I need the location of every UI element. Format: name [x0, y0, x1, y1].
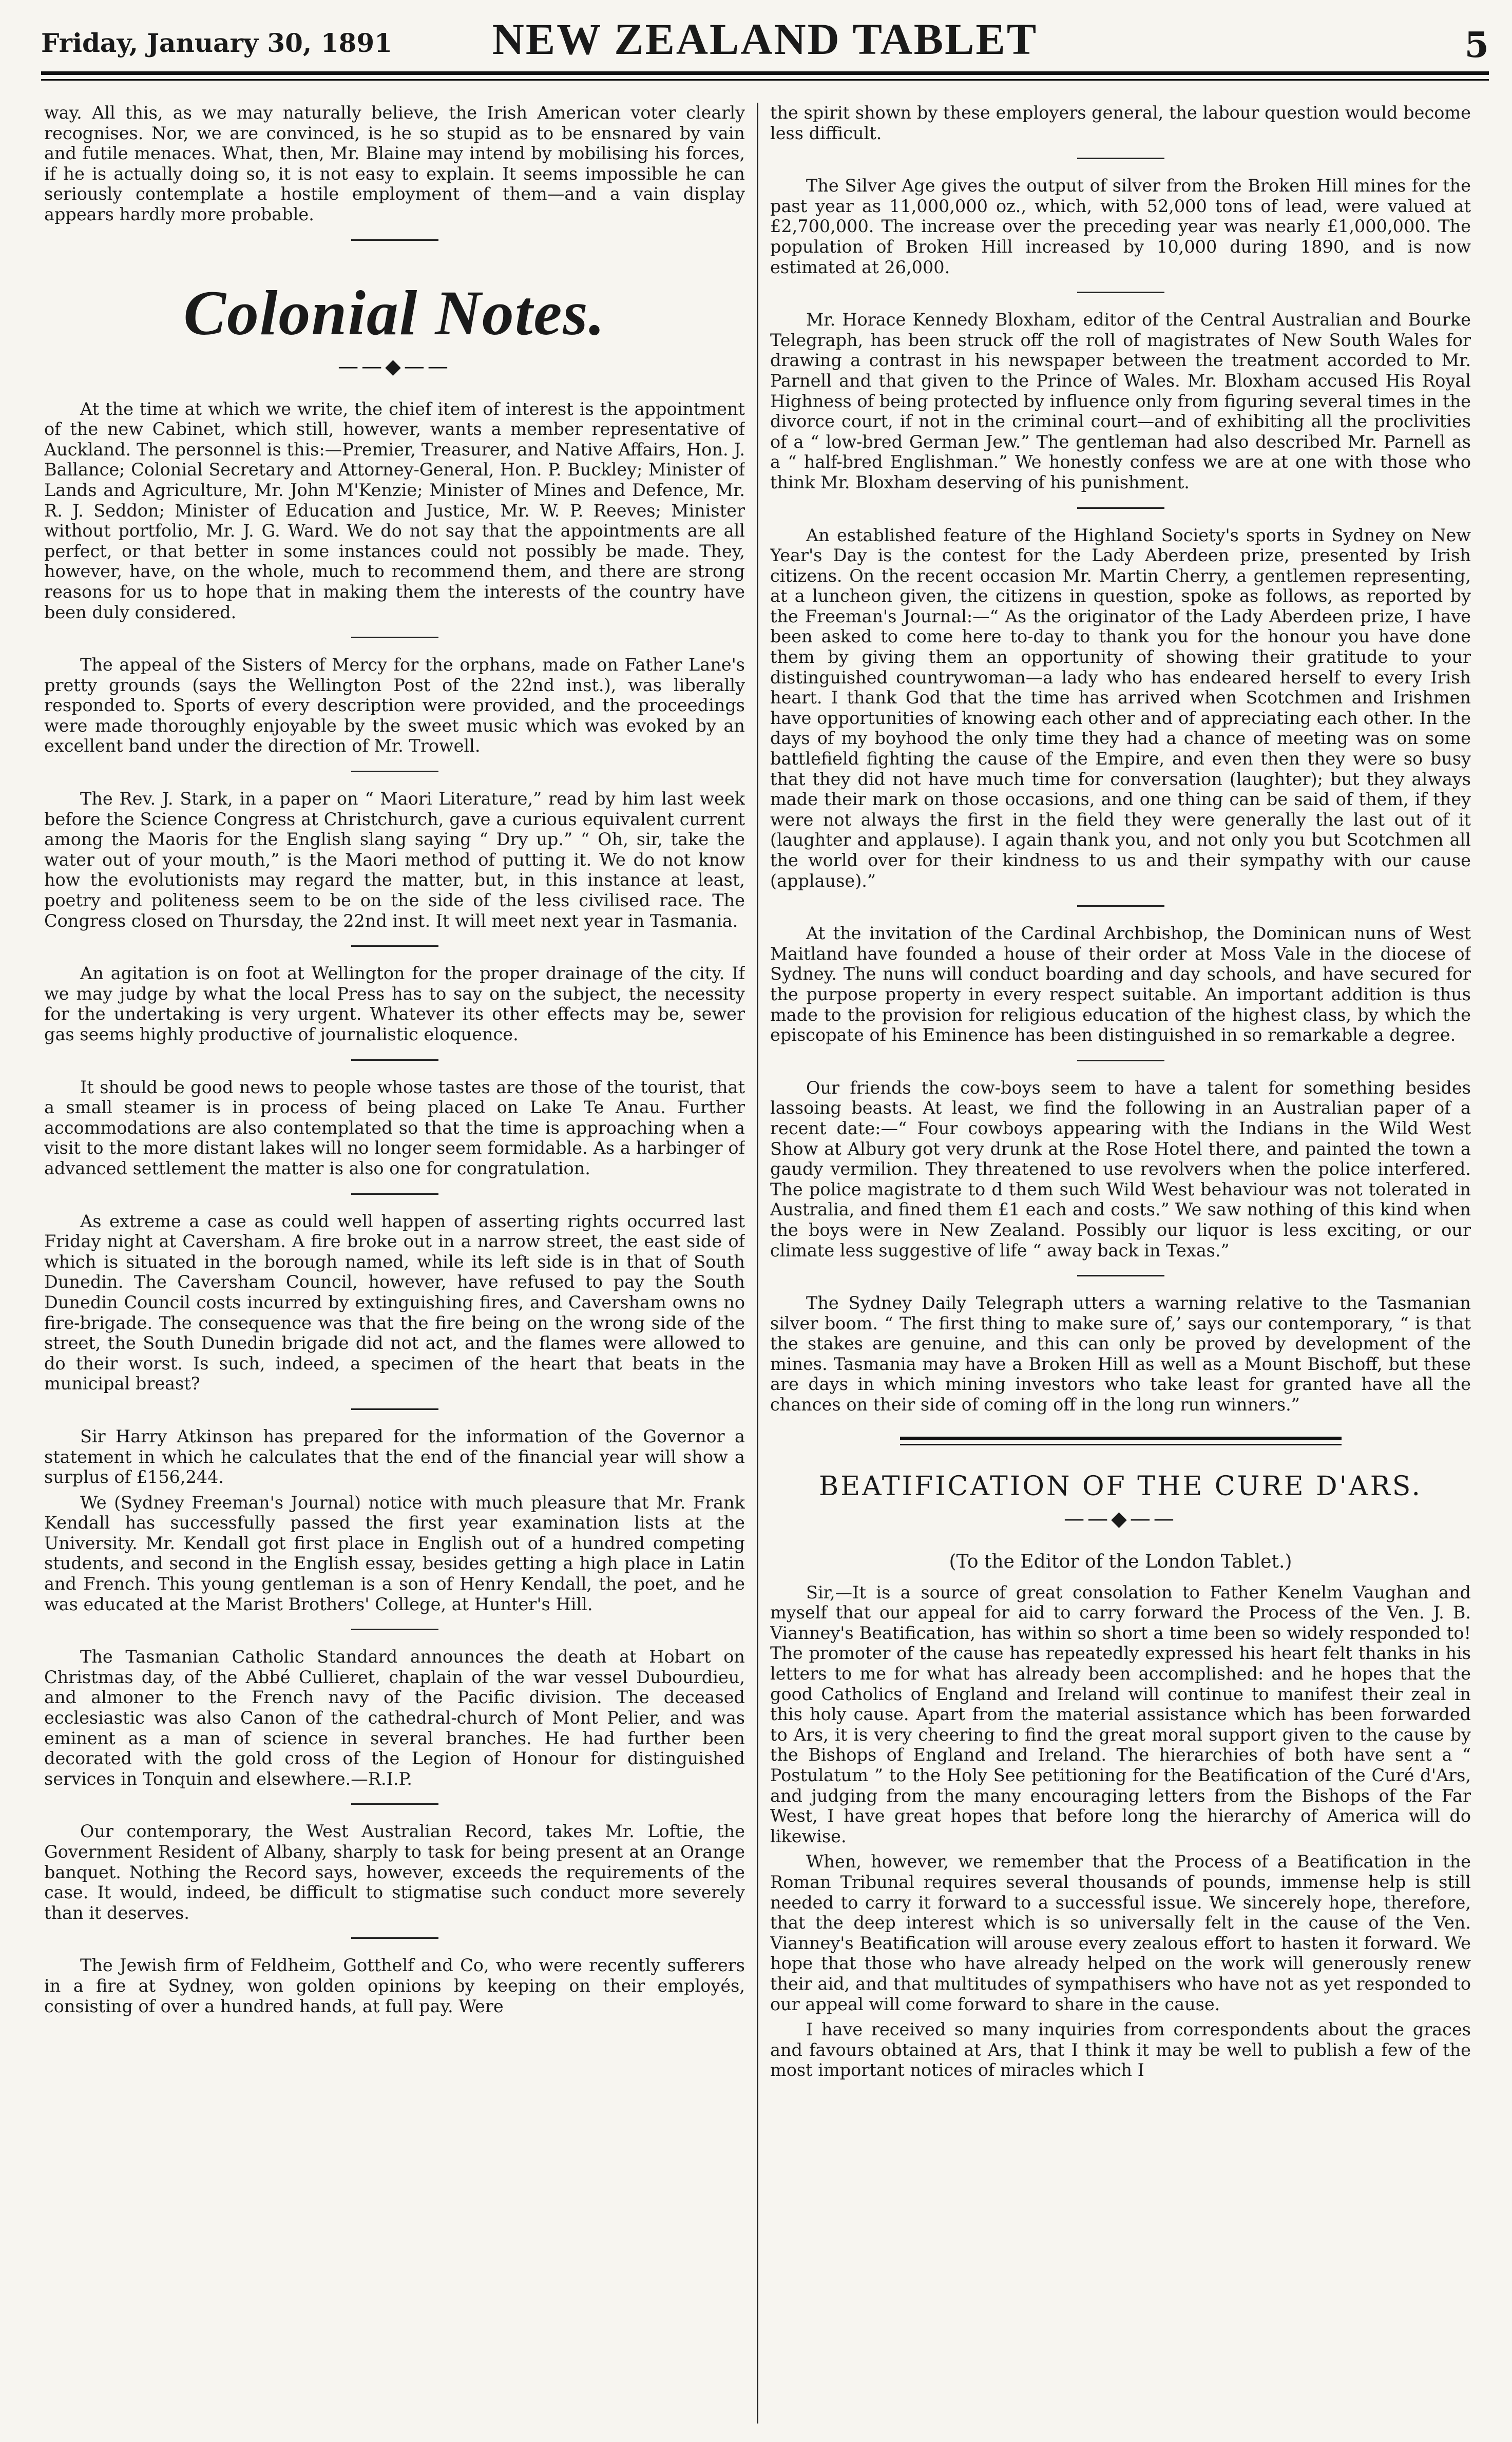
- continued-item-text: the spirit shown by these employers general, the labour question would become less difficult.: [770, 103, 1471, 143]
- letter-address: (To the Editor of the London Tablet.): [949, 1551, 1292, 1572]
- news-item: Mr. Horace Kennedy Bloxham, editor of the Central Australian and Bourke Telegraph, has been struck off the roll of magistrates of New South Wales for drawing a contrast in his newspaper between the treatment accorded to Mr. Parnell and that given to the Prince of Wales. Mr. Bloxham accused His Royal Highness of being protected by influence only from figuring several times in the divorce court, if not in the criminal court—and of exhibiting all the proclivities of a “ low-bred German Jew.” The gentleman had also described Mr. Parnell as a “ half-bred Englishman.” We honestly confess we are at one with those who think Mr. Bloxham deserving of his punishment.: [770, 310, 1471, 492]
- news-item: At the time at which we write, the chief item of interest is the appointment of the new Cabinet, which still, however, wants a member representative of Auckland. The personnel is this:—Premier, Treasurer, and Native Affairs, Hon. J. Ballance; Colonial Secretary and Attorney-General, Hon. P. Buckley; Minister of Lands and Agriculture, Mr. John M'Kenzie; Minister of Mines and Defence, Mr. R. J. Seddon; Minister of Education and Justice, Mr. W. P. Reeves; Minister without portfolio, Mr. J. G. Ward. We do not say that the appointments are all perfect, or that better in some instances could not possibly be made. They, however, have, on the whole, much to recommend them, and there are strong reasons for us to hope that in making them the interests of the country have been duly considered.: [44, 398, 745, 622]
- item-divider: [1077, 905, 1164, 907]
- news-item: An agitation is on foot at Wellington for the proper drainage of the city. If we may judge by what the local Press has to say on the subject, the necessity for the undertaking is very urgent. Whatever its other effects may be, sewer gas seems highly productive of journalistic eloquence.: [44, 963, 745, 1044]
- issue-date: Friday, January 30, 1891: [41, 28, 392, 58]
- news-item: We (Sydney Freeman's Journal) notice with much pleasure that Mr. Frank Kendall has successfully passed the first year examination lists at the University. Mr. Kendall got first place in English out of a hundred competing students, and second in the English essay, besides getting a high place in Latin and French. This young gentleman is a son of Henry Kendall, the poet, and he was educated at the Marist Brothers' College, at Hunter's Hill.: [44, 1492, 745, 1614]
- news-item: Our friends the cow-boys seem to have a talent for something besides lassoing beasts. At least, we find the following in an Australian paper of a recent date:—“ Four cowboys appearing with the Indians in the Wild West Show at Albury got very drunk at the Rose Hotel there, and painted the town a gaudy vermilion. They threatened to use revolvers when the police interfered. The police magistrate to d them such Wild West behaviour was not tolerated in Australia, and fined them £1 each and costs.” We saw nothing of this kind when the boys were in New Zealand. Possibly our liquor is less exciting, or our climate less suggestive of life “ away back in Texas.”: [770, 1077, 1471, 1261]
- news-item: It should be good news to people whose tastes are those of the tourist, that a small steamer is in process of being placed on Lake Te Anau. Further accommodations are also contemplated so that the time is approaching when a visit to the more distant lakes will no longer seem formidable. As a harbinger of advanced settlement the matter is also one for congratulation.: [44, 1077, 745, 1178]
- news-item: The Sydney Daily Telegraph utters a warning relative to the Tasmanian silver boom. “ The first thing to make sure of,’ says our contemporary, “ is that the stakes are genuine, and this can only be proved by development of the mines. Tasmania may have a Broken Hill as well as a Mount Bischoff, but these are days in which mining investors who take least for granted have all the chances on their side of coming off in the long run winners.”: [770, 1293, 1471, 1415]
- news-item: The Tasmanian Catholic Standard announces the death at Hobart on Christmas day, of the Abbé Cullieret, chaplain of the war vessel Dubourdieu, and almoner to the French navy of the Pacific division. The deceased ecclesiastic was also Canon of the cathedral-church of Mont Pelier, and was eminent as a man of science in several branches. He had further been decorated with the gold cross of the Legion of Honour for distinguished services in Tonquin and elsewhere.—R.I.P.: [44, 1647, 745, 1789]
- news-item: The Silver Age gives the output of silver from the Broken Hill mines for the past year as 11,000,000 oz., which, with 52,000 tons of lead, were valued at £2,700,000. The increase over the preceding year was nearly £1,000,000. The population of Broken Hill increased by 10,000 during 1890, and is now estimated at 26,000.: [770, 176, 1471, 277]
- continued-article-text: way. All this, as we may naturally believe, the Irish American voter clearly recognises. Nor, we are convinced, is he so stupid as to be ensnared by vain and futile menaces. What, then, Mr. Blaine may intend by mobilising his forces, if he is actually doing so, it is not easy to explain. It seems impossible he can seriously contemplate a hostile employment of them—and a vain display appears hardly more probable.: [44, 103, 745, 224]
- item-divider: [351, 771, 438, 772]
- page-number: 5: [1464, 25, 1489, 66]
- section-heading-colonial-notes: Colonial Notes.: [183, 277, 606, 348]
- news-item: An established feature of the Highland Society's sports in Sydney on New Year's Day is the contest for the Lady Aberdeen prize, presented by Irish citizens. On the recent occasion Mr. Martin Cherry, a gentlemen representing, at a luncheon given, the citizens in question, spoke as follows, as reported by the Freeman's Journal:—“ As the originator of the Lady Aberdeen prize, I have been asked to come here to-day to thank you for the honour you have done them by giving them an opportunity of showing their gratitude to your distinguished countrywoman—a lady who has endeared herself to every Irish heart. I thank God that the time has arrived when Scotchmen and Irishmen have opportunities of knowing each other and of appreciating each other. In the days of my boyhood the only time they had a chance of meeting was on some battlefield fighting the cause of the Empire, and even then they were so busy that they did not have much time for conversation (laughter); but they always made their mark on those occasions, and one thing can be said of them, if they were not always the first in the field they were generally the last out of it (laughter and applause). I again thank you, and not only you but Scotchmen all the world over for their kindness to us and their sympathy with our cause (applause).”: [770, 525, 1471, 891]
- ornament-divider: ——◆——: [338, 354, 451, 378]
- item-divider: [351, 1193, 438, 1195]
- item-divider: [351, 1629, 438, 1630]
- news-item: Sir Harry Atkinson has prepared for the information of the Governor a statement in which he calculates that the end of the financial year will show a surplus of £156,244.: [44, 1426, 745, 1487]
- news-item: The appeal of the Sisters of Mercy for the orphans, made on Father Lane's pretty grounds (says the Wellington Post of the 22nd inst.), was liberally responded to. Sports of every description were provided, and the proceedings were made thoroughly enjoyable by the sweet music which was evoked by an excellent band under the direction of Mr. Trowell.: [44, 655, 745, 756]
- article-paragraph: When, however, we remember that the Process of a Beatification in the Roman Tribunal requires several thousands of pounds, immense help is still needed to carry it forward to a successful issue. We sincerely hope, therefore, that the deep interest which is so universally felt in the cause of the Ven. Vianney's Beatification will arouse every zealous effort to hasten it forward. We hope that those who have already helped on the work will generously renew their aid, and that multitudes of sympathisers who have not as yet responded to our appeal will come forward to share in the cause.: [770, 1852, 1471, 2014]
- item-divider: [351, 1803, 438, 1805]
- item-divider: [1077, 1060, 1164, 1061]
- item-divider: [351, 1408, 438, 1410]
- column-divider: [757, 103, 758, 2424]
- item-divider: [351, 1937, 438, 1939]
- item-divider: [1077, 158, 1164, 159]
- article-separator: [900, 1437, 1342, 1440]
- news-item: The Rev. J. Stark, in a paper on “ Maori Literature,” read by him last week before the Science Congress at Christchurch, gave a curious equivalent current among the Maoris for the English slang saying “ Dry up.” “ Oh, sir, take the water out of your mouth,” is the Maori method of putting it. We do not know how the evolutionists may regard the matter, but, in this instance at least, poetry and politeness seem to be on the side of the less civilised race. The Congress closed on Thursday, the 22nd inst. It will meet next year in Tasmania.: [44, 789, 745, 931]
- item-divider: [1077, 1275, 1164, 1276]
- newspaper-title: NEW ZEALAND TABLET: [492, 14, 1038, 64]
- news-item: Our contemporary, the West Australian Record, takes Mr. Loftie, the Government Resident of Albany, sharply to task for being present at an Orange banquet. Nothing the Record says, however, exceeds the requirements of the case. It would, indeed, be difficult to stigmatise such conduct more severely than it deserves.: [44, 1821, 745, 1923]
- right-column: [770, 103, 1471, 2429]
- left-column: [44, 103, 745, 2429]
- news-item: As extreme a case as could well happen of asserting rights occurred last Friday night at Caversham. A fire broke out in a narrow street, the east side of which is situated in the borough named, while its left side is in that of South Dunedin. The Caversham Council, however, have refused to pay the South Dunedin Council costs incurred by extinguishing fires, and Caversham owns no fire-brigade. The consequence was that the fire being on the wrong side of the street, the South Dunedin brigade did not act, and the flames were allowed to do their worst. Is such, indeed, a specimen of the heart that beats in the municipal breast?: [44, 1211, 745, 1394]
- article-heading-beatification: BEATIFICATION OF THE CURE D'ARS.: [818, 1471, 1423, 1502]
- item-divider: [1077, 507, 1164, 509]
- item-divider: [351, 637, 438, 638]
- article-paragraph: Sir,—It is a source of great consolation to Father Kenelm Vaughan and myself that our appeal for aid to carry forward the Process of the Ven. J. B. Vianney's Beatification, has within so short a time been so widely responded to! The promoter of the cause has repeatedly expressed his heart felt thanks in his letters to me for what has already been accomplished: and he hopes that the good Catholics of England and Ireland will continue to manifest their zeal in this holy cause. Apart from the material assistance which has been forwarded to Ars, it is very cheering to find the great moral support given to the cause by the Bishops of England and Ireland. The hierarchies of both have sent a “ Postulatum ” to the Holy See petitioning for the Beatification of the Curé d'Ars, and judging from the many encouraging letters from the Bishops of the Far West, I have great hopes that before long the hierarchy of America will do likewise.: [770, 1582, 1471, 1846]
- news-item: The Jewish firm of Feldheim, Gotthelf and Co, who were recently sufferers in a fire at Sydney, won golden opinions by keeping on their employés, consisting of over a hundred hands, at full pay. Were: [44, 1955, 745, 2016]
- item-divider: [351, 945, 438, 947]
- masthead: [41, 7, 1489, 75]
- item-divider: [351, 1059, 438, 1061]
- item-divider: [1077, 292, 1164, 293]
- article-paragraph: I have received so many inquiries from correspondents about the graces and favours obtained at Ars, that I think it may be well to publish a few of the most important notices of miracles which I: [770, 2019, 1471, 2081]
- news-item: At the invitation of the Cardinal Archbishop, the Dominican nuns of West Maitland have founded a house of their order at Moss Vale in the diocese of Sydney. The nuns will conduct boarding and day schools, and have secured for the purpose property in every respect suitable. An important addition is thus made to the provision for religious education of the highest class, by which the episcopate of his Eminence has been distinguished in so remarkable a degree.: [770, 923, 1471, 1045]
- ornament-divider: ——◆——: [1064, 1506, 1177, 1531]
- item-divider: [351, 239, 438, 241]
